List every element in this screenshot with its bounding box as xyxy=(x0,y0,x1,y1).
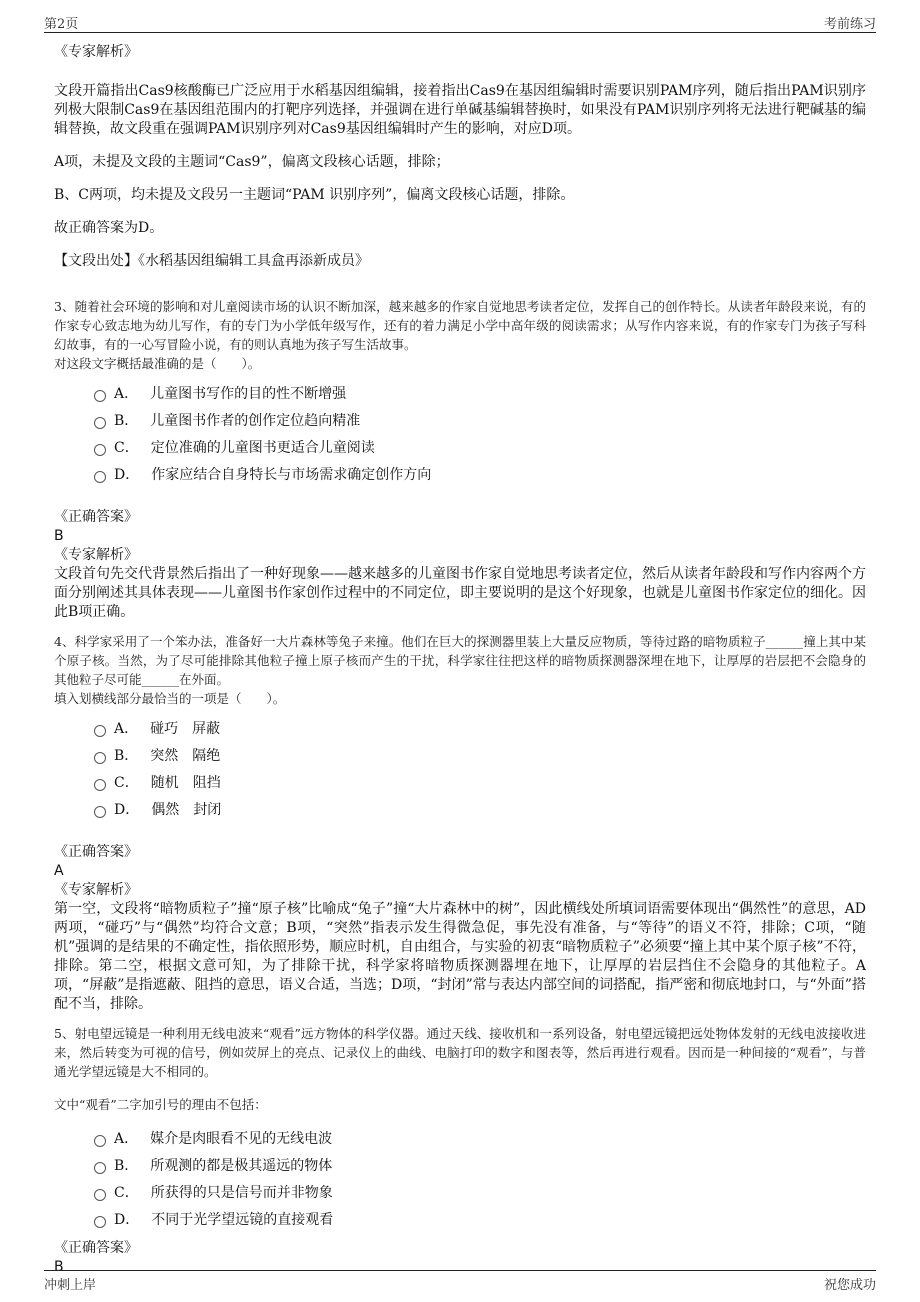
question-3 xyxy=(54,297,866,622)
radio-icon[interactable] xyxy=(94,1216,106,1228)
footer-right-text: 祝您成功 xyxy=(823,1278,876,1293)
option-letter: B． xyxy=(114,1157,139,1174)
radio-icon[interactable] xyxy=(94,1162,106,1174)
option-letter: B． xyxy=(114,747,139,764)
option-letter: C． xyxy=(114,774,139,791)
page-footer xyxy=(44,1270,876,1293)
option-text: 不同于光学望远镜的直接观看 xyxy=(151,1211,334,1228)
q2-analysis-p1: 文段开篇指出Cas9核酸酶已广泛应用于水稻基因组编辑，接着指出Cas9在基因组编辑时需要识别PAM序列，随后指出PAM识别序列极大限制Cas9在基因组范围内的打靶序列选择，并强调在进行单碱基编辑替换时，如果没有PAM识别序列将无法进行靶碱基的编辑替换，故文段重在强调PAM识别序列对Cas9基因组编辑时产生的影响，对应D项。 xyxy=(54,83,866,137)
option-letter: B． xyxy=(114,412,139,429)
option-letter: C． xyxy=(114,1184,139,1201)
option-c[interactable] xyxy=(94,1178,866,1205)
analysis-label: 《专家解析》 xyxy=(54,547,138,563)
option-letter: A． xyxy=(114,1130,139,1147)
option-text: 所观测的都是极其遥远的物体 xyxy=(150,1157,333,1174)
radio-icon[interactable] xyxy=(94,779,106,791)
option-d[interactable] xyxy=(94,460,866,487)
option-b[interactable] xyxy=(94,1151,866,1178)
q2-analysis-p3: B、C两项，均未提及文段另一主题词“PAM 识别序列”，偏离文段核心话题，排除。 xyxy=(54,187,575,203)
question-prompt: 文中“观看”二字加引号的理由不包括： xyxy=(54,1097,267,1112)
option-text: 儿童图书写作的目的性不断增强 xyxy=(150,385,347,402)
radio-icon[interactable] xyxy=(94,417,106,429)
answer-value: A xyxy=(54,863,64,879)
option-list xyxy=(94,1124,866,1232)
option-letter: A． xyxy=(114,385,139,402)
option-letter: A． xyxy=(114,720,139,737)
question-stem: 4、科学家采用了一个笨办法，准备好一大片森林等兔子来撞。他们在巨大的探测器里装上大量反应物质，等待过路的暗物质粒子______撞上其中某个原子核。当然，为了尽可能排除其他粒子撞上原子核而产生的干扰，科学家往往把这样的暗物质探测器深埋在地下，让厚厚的岩层把不会隐身的其他粒子尽可能______在外面。 xyxy=(54,634,866,687)
radio-icon[interactable] xyxy=(94,471,106,483)
option-c[interactable] xyxy=(94,768,866,795)
option-list xyxy=(94,714,866,822)
analysis-text: 文段首句先交代背景然后指出了一种好现象——越来越多的儿童图书作家自觉地思考读者定位，然后从读者年龄段和写作内容两个方面分别阐述其具体表现——儿童图书作家创作过程中的不同定位，即主要说明的是这个好现象，也就是儿童图书作家定位的细化。因此B项正确。 xyxy=(54,566,866,620)
option-a[interactable] xyxy=(94,714,866,741)
option-letter: D． xyxy=(114,1211,140,1228)
radio-icon[interactable] xyxy=(94,725,106,737)
radio-icon[interactable] xyxy=(94,444,106,456)
option-text: 碰巧 屏蔽 xyxy=(150,720,221,737)
option-text: 定位准确的儿童图书更适合儿童阅读 xyxy=(150,439,375,456)
analysis-label: 《专家解析》 xyxy=(54,882,138,898)
q2-analysis-label: 《专家解析》 xyxy=(54,44,138,60)
answer-label: 《正确答案》 xyxy=(54,1240,138,1256)
option-list xyxy=(94,379,866,487)
option-b[interactable] xyxy=(94,406,866,433)
radio-icon[interactable] xyxy=(94,806,106,818)
option-d[interactable] xyxy=(94,1205,866,1232)
answer-value: B xyxy=(54,1259,64,1275)
q2-analysis-p4: 故正确答案为D。 xyxy=(54,220,164,236)
option-text: 偶然 封闭 xyxy=(151,801,222,818)
option-letter: D． xyxy=(114,466,140,483)
radio-icon[interactable] xyxy=(94,1189,106,1201)
page-content xyxy=(54,42,866,1276)
header-title: 考前练习 xyxy=(823,17,876,32)
answer-value: B xyxy=(54,528,64,544)
option-text: 儿童图书作者的创作定位趋向精准 xyxy=(150,412,361,429)
option-letter: D． xyxy=(114,801,140,818)
question-prompt: 对这段文字概括最准确的是（ ）。 xyxy=(54,356,261,371)
option-a[interactable] xyxy=(94,379,866,406)
page-number: 第2页 xyxy=(44,17,79,32)
option-c[interactable] xyxy=(94,433,866,460)
analysis-text: 第一空，文段将“暗物质粒子”撞“原子核”比喻成“兔子”撞“大片森林中的树”，因此横线处所填词语需要体现出“偶然性”的意思，AD两项，“碰巧”与“偶然”均符合文意；B项，“突然”指表示发生得微急促，事先没有准备，与“等待”的语义不符，排除；C项，“随机”强调的是结果的不确定性，指依照形势，顺应时机，自由组合，与实验的初衷“暗物质粒子”必须要“撞上其中某个原子核”不符，排除。第二空，根据文意可知，为了排除干扰，科学家将暗物质探测器埋在地下，让厚厚的岩层挡住不会隐身的其他粒子。A项，“屏蔽”是指遮蔽、阻挡的意思，语义合适，当选；D项，“封闭”常与表达内部空间的词搭配，指严密和彻底地封口，与“外面”搭配不当，排除。 xyxy=(54,901,866,1012)
question-5 xyxy=(54,1024,866,1276)
page-header xyxy=(44,10,876,33)
question-4 xyxy=(54,632,866,1014)
option-text: 随机 阻挡 xyxy=(150,774,221,791)
option-text: 所获得的只是信号而并非物象 xyxy=(150,1184,333,1201)
question-prompt: 填入划横线部分最恰当的一项是（ ）。 xyxy=(54,691,286,706)
radio-icon[interactable] xyxy=(94,752,106,764)
q2-analysis-p2: A项，未提及文段的主题词“Cas9”，偏离文段核心话题，排除； xyxy=(54,154,450,170)
option-b[interactable] xyxy=(94,741,866,768)
option-text: 作家应结合自身特长与市场需求确定创作方向 xyxy=(151,466,432,483)
option-d[interactable] xyxy=(94,795,866,822)
radio-icon[interactable] xyxy=(94,390,106,402)
option-text: 突然 隔绝 xyxy=(150,747,221,764)
answer-label: 《正确答案》 xyxy=(54,844,138,860)
option-text: 媒介是肉眼看不见的无线电波 xyxy=(150,1130,333,1147)
option-letter: C． xyxy=(114,439,139,456)
question-stem: 5、射电望远镜是一种利用无线电波来“观看”远方物体的科学仪器。通过天线、接收机和一系列设备，射电望远镜把远处物体发射的无线电波接收进来，然后转变为可视的信号，例如荧屏上的亮点、记录仪上的曲线、电脑打印的数字和图表等，然后再进行观看。因而是一种间接的“观看”，与普通光学望远镜是大不相同的。 xyxy=(54,1026,866,1079)
answer-label: 《正确答案》 xyxy=(54,509,138,525)
question-stem: 3、随着社会环境的影响和对儿童阅读市场的认识不断加深，越来越多的作家自觉地思考读者定位，发挥自己的创作特长。从读者年龄段来说，有的作家专心致志地为幼儿写作，有的专门为小学低年级写作，还有的着力满足小学中高年级的阅读需求；从写作内容来说，有的作家专门为孩子写科幻故事，有的一心写冒险小说，有的则认真地为孩子写生活故事。 xyxy=(54,299,866,352)
q2-source: 【文段出处】《水稻基因组编辑工具盒再添新成员》 xyxy=(54,253,369,269)
option-a[interactable] xyxy=(94,1124,866,1151)
footer-left-text: 冲刺上岸 xyxy=(44,1278,97,1293)
radio-icon[interactable] xyxy=(94,1135,106,1147)
